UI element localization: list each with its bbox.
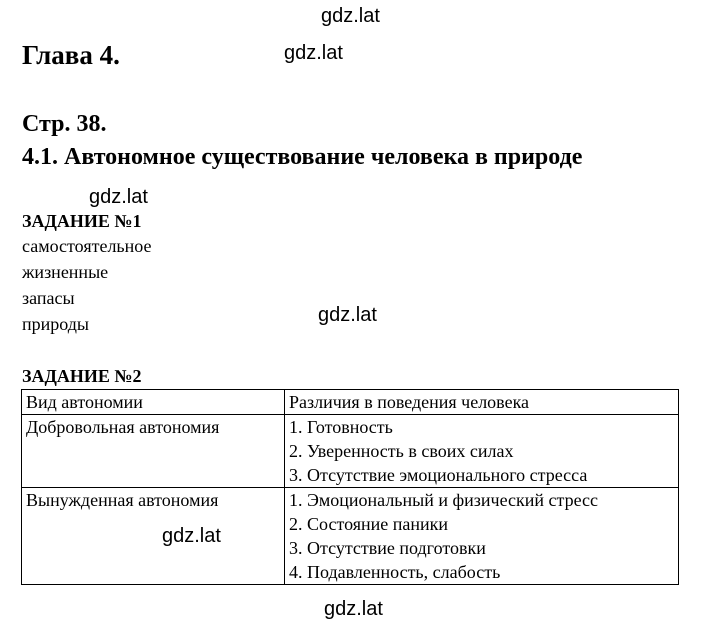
difference-item: 2. Уверенность в своих силах <box>289 441 514 461</box>
task1-answer-list <box>22 233 151 337</box>
differences-cell <box>285 488 679 585</box>
autonomy-type-cell: Вынужденная автономия <box>22 488 285 585</box>
autonomy-table <box>21 389 679 585</box>
column-header-type: Вид автономии <box>22 390 285 415</box>
column-header-differences: Различия в поведения человека <box>285 390 679 415</box>
section-title: 4.1. Автономное существование человека в природе <box>22 144 583 170</box>
chapter-title: Глава 4. <box>22 40 120 70</box>
table-header-row <box>22 390 679 415</box>
task2-title: ЗАДАНИЕ №2 <box>22 366 142 386</box>
task1-answer: природы <box>22 314 89 334</box>
difference-item: 4. Подавленность, слабость <box>289 562 501 582</box>
watermark-text: gdz.lat <box>321 5 380 27</box>
difference-item: 1. Готовность <box>289 417 393 437</box>
task1-answer: запасы <box>22 288 75 308</box>
differences-cell <box>285 415 679 488</box>
difference-item: 3. Отсутствие эмоционального стресса <box>289 465 588 485</box>
watermark-text: gdz.lat <box>284 42 343 64</box>
task1-answer: жизненные <box>22 262 109 282</box>
task1-title: ЗАДАНИЕ №1 <box>22 211 142 231</box>
page-number: Стр. 38. <box>22 111 107 137</box>
table-row <box>22 415 679 488</box>
watermark-text: gdz.lat <box>324 598 383 620</box>
difference-item: 3. Отсутствие подготовки <box>289 538 486 558</box>
difference-item: 1. Эмоциональный и физический стресс <box>289 490 599 510</box>
watermark-text: gdz.lat <box>89 186 148 208</box>
autonomy-type-cell: Добровольная автономия <box>22 415 285 488</box>
table-row <box>22 488 679 585</box>
watermark-text: gdz.lat <box>162 525 221 547</box>
task1-answer: самостоятельное <box>22 236 152 256</box>
watermark-text: gdz.lat <box>318 304 377 326</box>
difference-item: 2. Состояние паники <box>289 514 449 534</box>
